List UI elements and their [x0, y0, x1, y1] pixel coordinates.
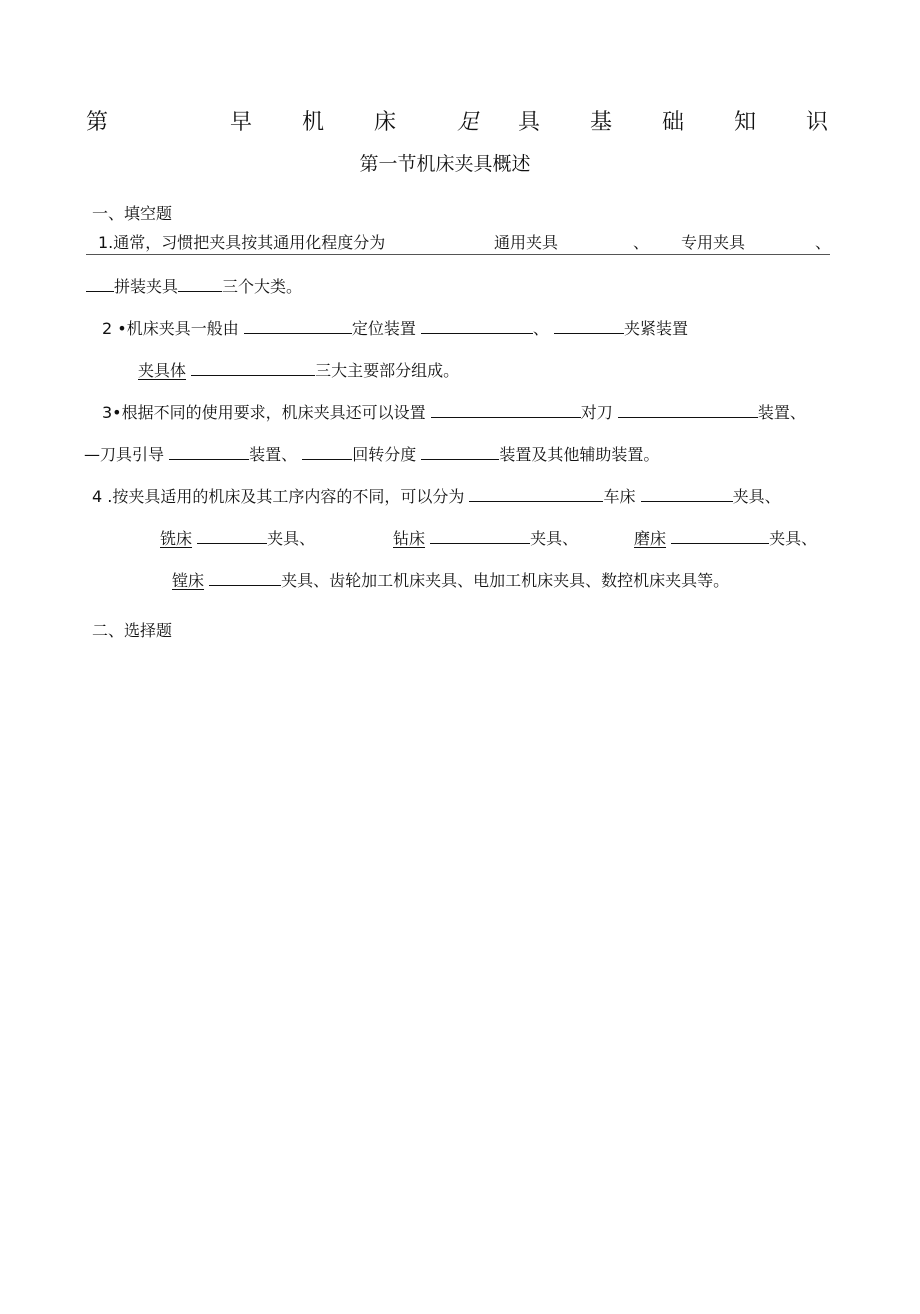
- chapter-title-char: 足: [457, 110, 480, 135]
- q2-sep1: 、: [532, 319, 549, 338]
- chapter-title-char: 础: [662, 110, 685, 135]
- blank: [430, 527, 530, 544]
- blank: [469, 485, 603, 502]
- blank: [671, 527, 769, 544]
- q4-text: 夹具、: [769, 529, 818, 548]
- blank: [641, 485, 733, 502]
- underline-rule: [86, 254, 830, 255]
- q4-answer5: 镗床: [172, 571, 205, 590]
- blank: [431, 401, 581, 418]
- q2-prefix: 2 •机床夹具一般由: [102, 319, 239, 338]
- chapter-title-char: 基: [590, 110, 613, 135]
- q3-dash: —: [84, 445, 100, 464]
- q4-answer2: 铣床: [160, 529, 193, 548]
- q1-suffix: 三个大类。: [222, 277, 303, 296]
- chapter-title-char: 第: [86, 110, 109, 135]
- blank: [209, 569, 281, 586]
- q4-answer3: 钻床: [393, 529, 426, 548]
- chapter-title-char: 早: [230, 110, 253, 135]
- chapter-title-char: 知: [734, 110, 757, 135]
- blank: [554, 317, 624, 334]
- q2-answer3: 夹具体: [138, 361, 187, 380]
- blank: [421, 317, 533, 334]
- blank: [618, 401, 758, 418]
- q2-answer2: 夹紧装置: [624, 319, 689, 338]
- blank: [86, 275, 114, 292]
- q1-answer3: 拼装夹具: [114, 277, 179, 296]
- q3-answer1: 对刀: [580, 403, 613, 422]
- q4-text: 夹具、: [267, 529, 316, 548]
- chapter-title-char: 床: [374, 110, 397, 135]
- q4-text: 夹具、: [732, 487, 781, 506]
- q1-prefix: 1.通常，习惯把夹具按其通用化程度分为: [98, 233, 386, 252]
- blank: [169, 443, 249, 460]
- section-title: 第一节机床夹具概述: [359, 153, 531, 175]
- q3-text1: 装置、: [757, 403, 806, 422]
- q1-answer2: 专用夹具: [681, 233, 746, 252]
- chapter-title-char: 机: [302, 110, 325, 135]
- blank: [191, 359, 315, 376]
- q4-answer4: 磨床: [634, 529, 667, 548]
- q4-text: 夹具、: [530, 529, 579, 548]
- q2-answer1: 定位装置: [351, 319, 416, 338]
- q4-answer1: 车床: [603, 487, 636, 506]
- blank: [302, 443, 352, 460]
- blank: [178, 275, 222, 292]
- chapter-title-char: 具: [518, 110, 541, 135]
- part2-heading: 二、选择题: [92, 621, 173, 640]
- blank: [421, 443, 499, 460]
- q4-suffix: 夹具、齿轮加工机床夹具、电加工机床夹具、数控机床夹具等。: [281, 571, 730, 590]
- chapter-title-char: 识: [806, 110, 829, 135]
- part1-heading: 一、填空题: [92, 204, 173, 223]
- q3-prefix: 3•根据不同的使用要求，机床夹具还可以设置: [102, 403, 426, 422]
- blank: [244, 317, 352, 334]
- q1-sep2: 、: [815, 233, 832, 252]
- q3-text2: 装置、: [249, 445, 298, 464]
- q2-suffix: 三大主要部分组成。: [315, 361, 460, 380]
- q3-suffix: 装置及其他辅助装置。: [499, 445, 660, 464]
- q4-prefix: 4 .按夹具适用的机床及其工序内容的不同，可以分为: [92, 487, 465, 506]
- blank: [197, 527, 267, 544]
- q3-answer2: 刀具引导: [100, 445, 165, 464]
- q1-sep1: 、: [633, 233, 650, 252]
- q3-answer3: 回转分度: [352, 445, 417, 464]
- q1-answer1: 通用夹具: [494, 233, 559, 252]
